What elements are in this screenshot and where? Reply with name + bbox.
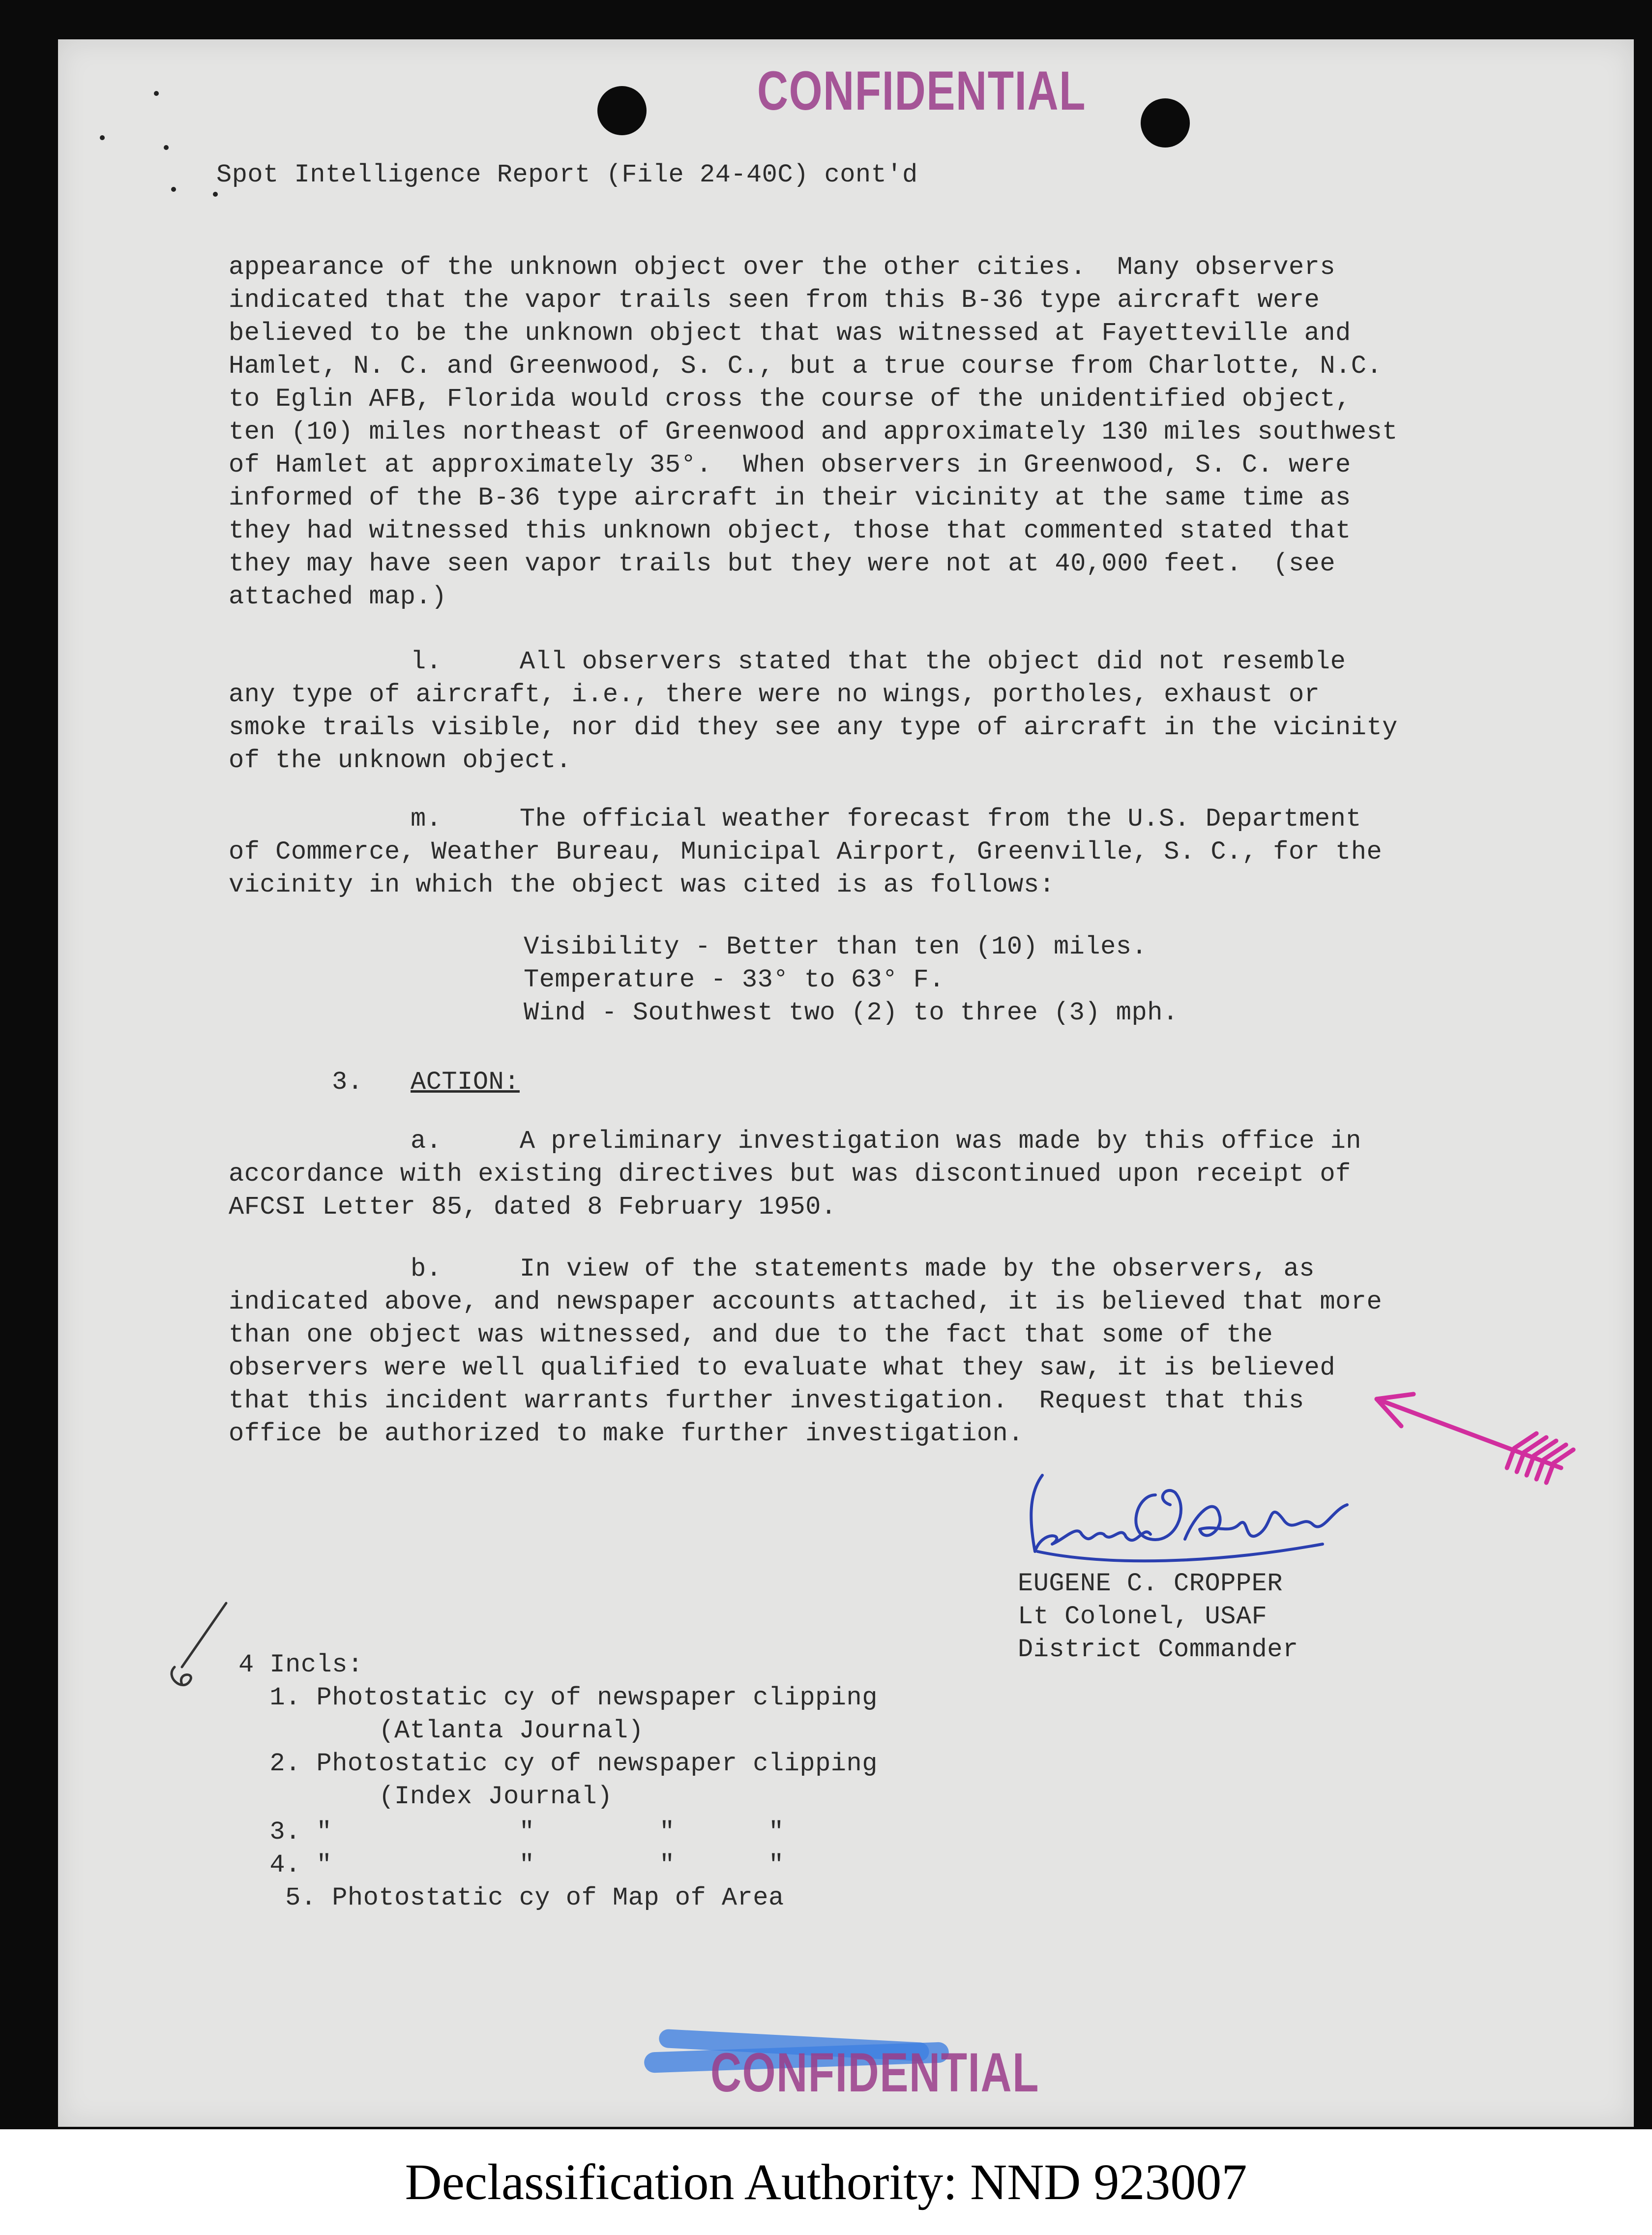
body-line: appearance of the unknown object over the other cities. Many observers	[229, 253, 1336, 282]
paragraph-b-line: b. In view of the statements made by the observers, as	[411, 1254, 1315, 1283]
inclosure-line: (Index Journal)	[238, 1782, 613, 1811]
action-heading: ACTION:	[411, 1068, 520, 1097]
declassification-footer: Declassification Authority: NND 923007	[0, 2129, 1652, 2235]
paragraph-m-line: m. The official weather forecast from the U.S. Department	[411, 805, 1362, 834]
body-line: of Hamlet at approximately 35°. When observers in Greenwood, S. C. were	[229, 450, 1351, 479]
inclosure-line: 3. " " " "	[238, 1818, 784, 1847]
body-line: informed of the B-36 type aircraft in their vicinity at the same time as	[229, 483, 1351, 512]
paragraph-m-line: vicinity in which the object was cited is as follows:	[229, 870, 1055, 899]
pink-arrow-mark	[1367, 1387, 1578, 1490]
paragraph-l-line: any type of aircraft, i.e., there were no wings, portholes, exhaust or	[229, 680, 1320, 709]
body-line: indicated that the vapor trails seen from this B-36 type aircraft were	[229, 286, 1320, 315]
speck	[100, 135, 105, 140]
paragraph-a-line: AFCSI Letter 85, dated 8 February 1950.	[229, 1192, 837, 1222]
inclosure-line: 1. Photostatic cy of newspaper clipping	[238, 1683, 878, 1712]
paragraph-a-line: accordance with existing directives but was discontinued upon receipt of	[229, 1160, 1351, 1189]
confidential-stamp-top: CONFIDENTIAL	[757, 60, 1087, 121]
body-line: ten (10) miles northeast of Greenwood and approximately 130 miles southwest	[229, 417, 1398, 447]
handwritten-signature	[1008, 1465, 1352, 1579]
page-header: Spot Intelligence Report (File 24-40C) cont'd	[216, 160, 918, 189]
signature-name: EUGENE C. CROPPER	[1018, 1569, 1283, 1598]
punch-hole-right	[1141, 98, 1190, 148]
margin-check-mark	[162, 1598, 251, 1697]
body-line: they may have seen vapor trails but they were not at 40,000 feet. (see	[229, 549, 1336, 578]
paragraph-l-line: l. All observers stated that the object did not resemble	[411, 647, 1346, 676]
body-line: believed to be the unknown object that was witnessed at Fayetteville and	[229, 319, 1351, 348]
paragraph-a-line: a. A preliminary investigation was made by this office in	[411, 1127, 1362, 1156]
inclosure-line: 4. " " " "	[238, 1850, 784, 1879]
inclosure-line: (Atlanta Journal)	[238, 1716, 644, 1745]
signature-rank: Lt Colonel, USAF	[1018, 1602, 1268, 1631]
inclosure-line: 5. Photostatic cy of Map of Area	[238, 1883, 784, 1912]
signature-title: District Commander	[1018, 1635, 1298, 1664]
speck	[171, 187, 176, 192]
weather-line: Visibility - Better than ten (10) miles.	[524, 932, 1148, 961]
paragraph-b-line: indicated above, and newspaper accounts attached, it is believed that more	[229, 1287, 1383, 1316]
paragraph-b-line: observers were well qualified to evaluate what they saw, it is believed	[229, 1353, 1336, 1382]
action-number: 3.	[332, 1068, 363, 1097]
body-line: they had witnessed this unknown object, those that commented stated that	[229, 516, 1351, 545]
paragraph-m-line: of Commerce, Weather Bureau, Municipal Airport, Greenville, S. C., for the	[229, 837, 1383, 866]
inclosure-line: 2. Photostatic cy of newspaper clipping	[238, 1749, 878, 1778]
speck	[213, 192, 218, 197]
paragraph-b-line: that this incident warrants further investigation. Request that this	[229, 1386, 1304, 1415]
paragraph-l-line: smoke trails visible, nor did they see any type of aircraft in the vicinity	[229, 713, 1398, 742]
body-line: Hamlet, N. C. and Greenwood, S. C., but a true course from Charlotte, N.C.	[229, 352, 1383, 381]
punch-hole-left	[597, 86, 647, 135]
confidential-stamp-bottom: CONFIDENTIAL	[710, 2042, 1040, 2103]
speck	[154, 91, 159, 96]
paragraph-l-line: of the unknown object.	[229, 746, 572, 775]
paragraph-b-line: office be authorized to make further investigation.	[229, 1419, 1024, 1448]
body-line: attached map.)	[229, 582, 447, 611]
weather-line: Wind - Southwest two (2) to three (3) mph.	[524, 998, 1179, 1027]
speck	[164, 145, 169, 150]
weather-line: Temperature - 33° to 63° F.	[524, 965, 945, 994]
paragraph-b-line: than one object was witnessed, and due to the fact that some of the	[229, 1320, 1273, 1349]
inclosure-line: 4 Incls:	[238, 1650, 363, 1679]
body-line: to Eglin AFB, Florida would cross the course of the unidentified object,	[229, 385, 1351, 414]
